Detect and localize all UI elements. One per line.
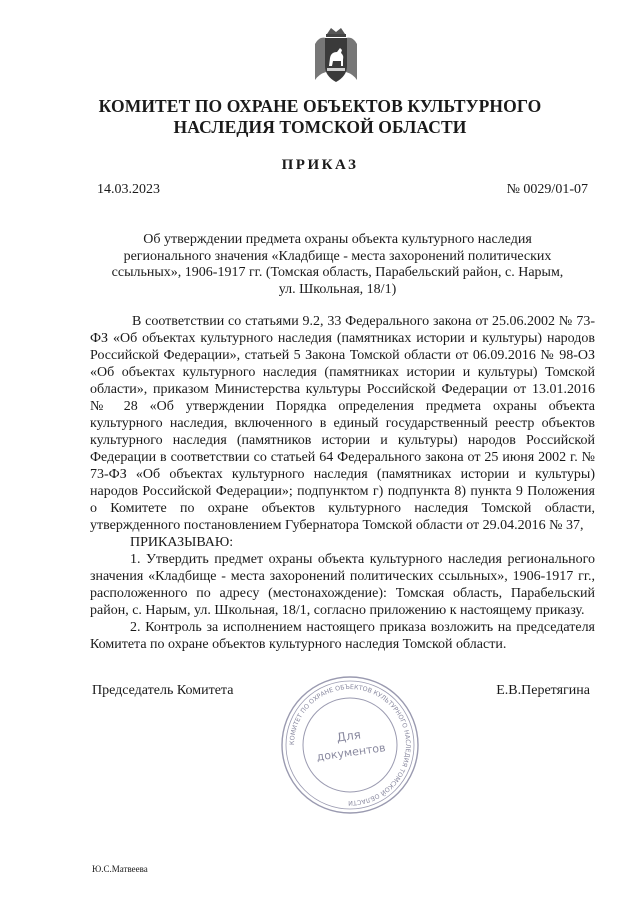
signatory-name: Е.В.Перетягина: [496, 683, 590, 698]
organization-title-line2: НАСЛЕДИЯ ТОМСКОЙ ОБЛАСТИ: [173, 117, 467, 137]
document-body: [90, 313, 595, 653]
order-word: ПРИКАЗЫВАЮ:: [130, 535, 234, 550]
document-date: 14.03.2023: [97, 182, 160, 197]
subject-line: регионального значения «Кладбище - места захоронений политических: [123, 248, 552, 264]
document-number: № 0029/01-07: [506, 182, 588, 197]
svg-text:КОМИТЕТ ПО ОХРАНЕ ОБЪЕКТОВ КУЛ: [289, 684, 411, 806]
order-item-1: 1. Утвердить предмет охраны объекта культурного наследия регионального значения «Кладбище - места захоронений политических ссыльных», 1906-1917 гг., расположенного по адресу (местонахождение): Томская область, Парабельский район, с. Нарым, ул. Школьная, 18/1, согласно приложению к настоящему приказу.: [90, 552, 595, 618]
executor-name: Ю.С.Матвеева: [92, 864, 148, 874]
official-stamp-icon: [279, 674, 421, 816]
stamp-inner-line2: документов: [315, 741, 387, 764]
stamp-inner-line1: Для: [335, 727, 362, 745]
signatory-position: Председатель Комитета: [92, 683, 234, 698]
coat-of-arms-tomsk-icon: [313, 26, 359, 86]
document-type: ПРИКАЗ: [281, 157, 359, 173]
stamp-outer-text: КОМИТЕТ ПО ОХРАНЕ ОБЪЕКТОВ КУЛЬТУРНОГО НАСЛЕДИЯ ТОМСКОЙ ОБЛАСТИ: [288, 683, 412, 807]
subject-line: ссыльных», 1906-1917 гг. (Томская область, Парабельский район, с. Нарым,: [111, 265, 564, 280]
order-item-2: 2. Контроль за исполнением настоящего приказа возложить на председателя Комитета по охране объектов культурного наследия Томской области.: [90, 620, 595, 652]
document-subject: [95, 232, 580, 298]
preamble-paragraph: В соответствии со статьями 9.2, 33 Федерального закона от 25.06.2002 № 73-ФЗ «Об объектах культурного наследия (памятниках истории и культуры) народов Российской Федерации», статьей 5 Закона Томской области от 06.09.2016 № 98-ОЗ «Об объектах культурного наследия (памятниках истории и культуры) Томской области», приказом Министерства культуры Российской Федерации от 13.01.2016 № 28 «Об утверждении Порядка определения предмета охраны объекта культурного наследия, включенного в единый государственный реестр объектов культурного наследия (памятников истории и культуры) народов Российской Федерации в соответствии со статьей 64 Федерального закона от 25 июня 2002 г. № 73-ФЗ «Об объектах культурного наследия (памятниках истории и культуры) народов Российской Федерации»; подпунктом г) подпункта 8) пункта 9 Положения о Комитете по охране объектов культурного наследия Томской области, утвержденного постановлением Губернатора Томской области от 29.04.2016 № 37,: [90, 314, 595, 533]
organization-title-line1: КОМИТЕТ ПО ОХРАНЕ ОБЪЕКТОВ КУЛЬТУРНОГО: [98, 96, 542, 116]
subject-line: Об утверждении предмета охраны объекта культурного наследия: [143, 232, 532, 247]
organization-title: [0, 96, 640, 138]
subject-line: ул. Школьная, 18/1): [278, 281, 397, 297]
